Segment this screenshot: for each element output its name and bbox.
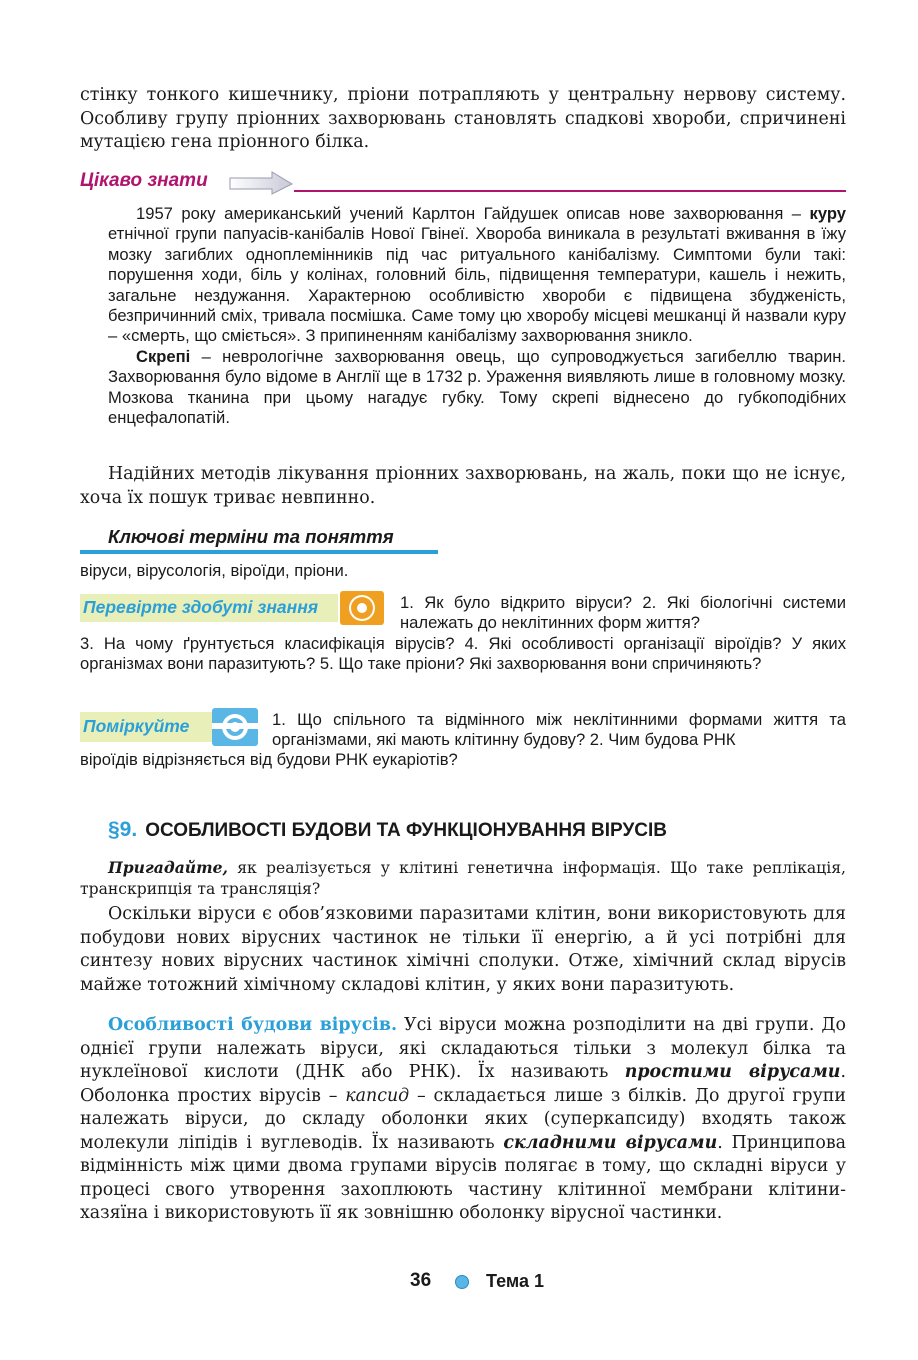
body-paragraph-1 [80, 903, 846, 997]
think-questions-first: 1. Що спільного та відмінного між неклітинними формами життя та організмами, які мають клітинну будову? 2. Чим будова РНК [272, 710, 846, 750]
subsection-lead: Особливості будови вірусів. [108, 1015, 398, 1035]
key-terms-header [80, 526, 440, 552]
fun-fact-divider [294, 190, 846, 192]
fun-fact-title: Цікаво знати [80, 170, 208, 191]
fun-p2-b: – неврологічне захворювання овець, що супроводжується загибеллю тварин. Захворювання було відоме в Англії ще в 1732 р. Ураження виявляють лише в головному мозку. Мозкова тканина при цьому нагадує губку. Тому скрепі віднесено до губкоподібних енцефалопатій. [108, 346, 846, 428]
methods-paragraph [80, 462, 846, 510]
fun-fact-box [108, 204, 846, 428]
check-questions-rest-text: 3. На чому ґрунтується класифікація вірусів? 4. Які особливості організації віроїдів? У яких організмах вони паразитують? 5. Що таке пріони? Які захворювання вони спричиняють? [80, 634, 846, 674]
term-kuru: куру [809, 204, 846, 223]
term-capsid: капсид [345, 1085, 410, 1106]
recall-prompt [80, 858, 846, 899]
key-terms-list [80, 561, 846, 581]
key-terms-title: Ключові терміни та поняття [108, 526, 394, 547]
fun-p1-a: 1957 року американський учений Карлтон Гайдушек описав нове захворювання – [136, 204, 810, 223]
recall-text [80, 858, 846, 899]
body-paragraph-1-text: Оскільки віруси є обов’язковими паразитами клітин, вони використовують для побудови нових вірусних частинок не тільки її енергію, а й усі потрібні для синтезу нових вірусних частинок хімічні сполуки. Отже, хімічний склад вірусів майже тотожний хімічному складові клітин, у яких вони паразитують. [80, 904, 846, 995]
spiral-icon [340, 591, 384, 625]
key-terms-text: віруси, вірусологія, віроїди, пріони. [80, 561, 349, 580]
intro-text: стінку тонкого кишечнику, пріони потрапляють у центральну нервову систему. Особливу групу пріонних захворювань становлять спадкові хвороби, спричинені мутацією гена пріонного білка. [80, 85, 846, 152]
think-questions-rest [80, 750, 846, 770]
footer-dot-icon [455, 1275, 469, 1289]
key-terms-underline [80, 550, 438, 554]
methods-text: Надійних методів лікування пріонних захворювань, на жаль, поки що не існує, хоча їх пошук триває невпинно. [80, 464, 846, 508]
fun-fact-paragraph-kuru [108, 204, 846, 347]
think-title: Поміркуйте [83, 716, 190, 736]
para2-part-b: . Оболонка простих вірусів – [80, 1062, 846, 1106]
think-label [80, 712, 212, 742]
recall-lead: Пригадайте, [108, 858, 228, 877]
check-questions-rest [80, 634, 846, 675]
eye-icon [212, 708, 258, 746]
think-questions-rest-text: віроїдів відрізняється від будови РНК еукаріотів? [80, 750, 458, 769]
page-number: 36 [410, 1270, 432, 1291]
fun-fact-paragraph-scrapie [108, 347, 846, 429]
para2-part-c: – складається лише з білків. До другої групи належать віруси, до складу оболонки яких (суперкапсиду) входять також молекули ліпідів і вуглеводів. Їх називають [80, 1085, 846, 1153]
body-paragraph-2 [80, 1014, 846, 1226]
fun-p1-b: етнічної групи папуасів-канібалів Нової Гвінеї. Хвороба виникала в результаті вживання в їжу мозку загиблих одноплемінників під час ритуального канібалізму. Симптоми були такі: порушення ходи, біль у колінах, головний біль, підвищення температури, кашель і нежить, загальне нездужання. Характерною особливістю хвороби є підвищена збудженість, безпричинний сміх, тривала посмішка. Саме тому цю хворобу місцеві мешканці й назвали куру – «смерть, що сміється». З припиненням канібалізму захворювання зникло. [108, 224, 846, 346]
arrow-right-icon [228, 170, 294, 196]
term-simple-viruses: простими вірусами [624, 1062, 841, 1082]
body-paragraph-2-text [80, 1014, 846, 1226]
term-scrapie: Скрепі [136, 346, 191, 366]
intro-paragraph [80, 84, 846, 155]
check-knowledge-label [80, 594, 338, 622]
section-title: ОСОБЛИВОСТІ БУДОВИ ТА ФУНКЦІОНУВАННЯ ВІРУСІВ [145, 820, 667, 841]
section-number: §9. [108, 818, 138, 841]
recall-body: як реалізується у клітині генетична інформація. Що таке реплікація, транскрипція та трансляція? [80, 859, 846, 898]
footer-topic: Тема 1 [486, 1271, 544, 1291]
para2-part-d: . Принципова відмінність між цими двома групами вірусів полягає в тому, що складні віруси у процесі свого утворення захоплюють частину клітинної мембрани клітини-хазяїна і використовують її як зовнішню оболонку вірусної частинки. [80, 1132, 847, 1223]
fun-fact-header [80, 168, 846, 198]
para2-part-a: Усі віруси можна розподілити на дві групи. До однієї групи належать віруси, які складаються тільки з молекул білка та нуклеїнової кислоти (ДНК або РНК). Їх називають [80, 1015, 846, 1082]
term-complex-viruses: складними вірусами [503, 1132, 718, 1153]
check-questions-first: 1. Як було відкрито віруси? 2. Які біологічні системи належать до неклітинних форм життя? [400, 593, 846, 633]
section-heading [108, 818, 848, 848]
check-knowledge-title: Перевірте здобуті знання [83, 597, 319, 617]
page-footer [0, 1268, 918, 1296]
